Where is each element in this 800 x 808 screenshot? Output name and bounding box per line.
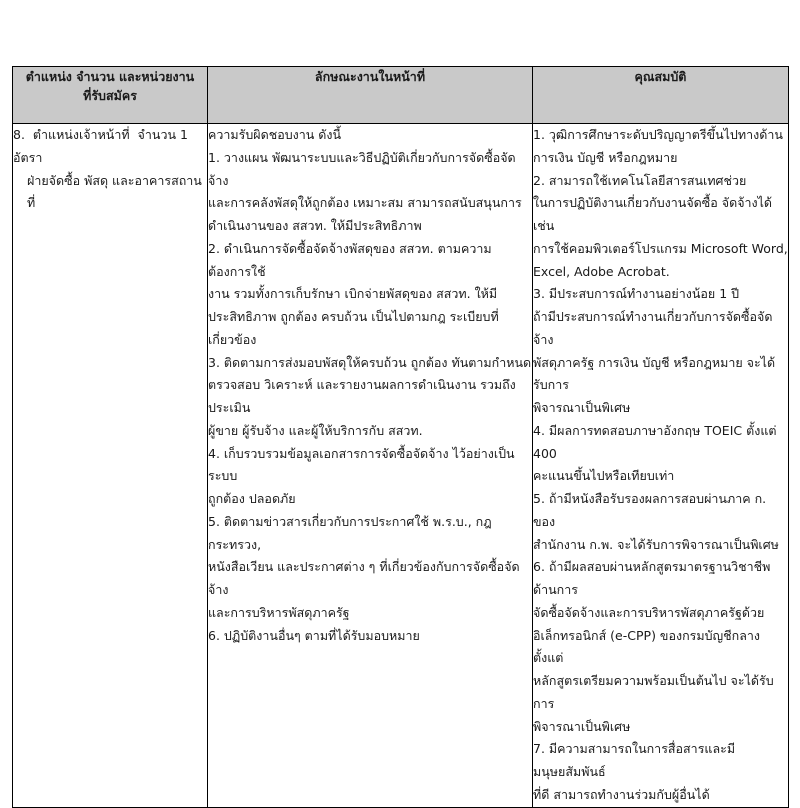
qualifications-text bbox=[533, 124, 788, 807]
duties-line-11: 4. เก็บรวบรวมข้อมูลเอกสารการจัดซื้อจัดจ้าง ไว้อย่างเป็นระบบ bbox=[208, 445, 515, 484]
qualification-line-3: 2. สามารถใช้เทคโนโลยีสารสนเทศช่วย bbox=[533, 172, 747, 188]
duties-line-1: ความรับผิดชอบงาน ดังนี้ bbox=[208, 127, 342, 142]
cell-duties bbox=[208, 124, 533, 808]
qualification-line-7: 3. มีประสบการณ์ทำงานอย่างน้อย 1 ปี bbox=[533, 286, 740, 302]
position-line-2: ฝ่ายจัดซื้อ พัสดุ และอาคารสถานที่ bbox=[27, 172, 202, 211]
duties-line-8: 3. ติดตามการส่งมอบพัสดุให้ครบถ้วน ถูกต้อง ทันตามกำหนด bbox=[208, 354, 532, 370]
duties-line-9: ตรวจสอบ วิเคราะห์ และรายงานผลการดำเนินงาน รวมถึงประเมิน bbox=[208, 377, 516, 415]
cell-position-unit bbox=[13, 124, 208, 808]
duties-line-13: 5. ติดตามข่าวสารเกี่ยวกับการประกาศใช้ พ.ร.บ., กฎกระทรวง, bbox=[208, 513, 492, 552]
qualification-line-20: 7. มีความสามารถในการสื่อสารและมีมนุษยสัมพันธ์ bbox=[533, 741, 736, 779]
cell-qualifications bbox=[533, 124, 789, 808]
duties-line-4: ดำเนินงานของ สสวท. ให้มีประสิทธิภาพ bbox=[208, 218, 422, 233]
duties-line-15: และการบริหารพัสดุภาครัฐ bbox=[208, 604, 350, 620]
duties-line-7: ประสิทธิภาพ ถูกต้อง ครบถ้วน เป็นไปตามกฎ ระเบียบที่เกี่ยวข้อง bbox=[208, 309, 499, 347]
qualification-line-16: จัดซื้อจัดจ้างและการบริหารพัสดุภาครัฐด้วย bbox=[533, 604, 765, 620]
header-row bbox=[13, 67, 789, 124]
header-position-unit-line-2: ที่รับสมัคร bbox=[83, 88, 137, 104]
duties-line-12: ถูกต้อง ปลอดภัย bbox=[208, 491, 296, 506]
header-duties-line-1: ลักษณะงานในหน้าที่ bbox=[314, 69, 426, 84]
qualification-line-18: หลักสูตรเตรียมความพร้อมเป็นต้นไป จะได้รับการ bbox=[533, 673, 774, 711]
table-header bbox=[13, 67, 789, 124]
duties-line-5: 2. ดำเนินการจัดซื้อจัดจ้างพัสดุของ สสวท. ตามความต้องการใช้ bbox=[208, 240, 492, 279]
qualification-line-5: การใช้คอมพิวเตอร์โปรแกรม Microsoft Word, bbox=[533, 240, 788, 256]
header-cell-qualifications bbox=[533, 67, 789, 124]
job-positions-table bbox=[12, 66, 789, 808]
qualification-line-6: Excel, Adobe Acrobat. bbox=[533, 263, 670, 279]
qualification-line-9: พัสดุภาครัฐ การเงิน บัญชี หรือกฎหมาย จะได้รับการ bbox=[533, 354, 776, 393]
header-position-unit-line-1: ตำแหน่ง จำนวน และหน่วยงาน bbox=[25, 69, 195, 84]
qualification-line-11: 4. มีผลการทดสอบภาษาอังกฤษ TOEIC ตั้งแต่ 400 bbox=[533, 422, 781, 461]
qualification-line-2: การเงิน บัญชี หรือกฎหมาย bbox=[533, 149, 678, 165]
duties-text bbox=[208, 124, 532, 647]
qualification-line-13: 5. ถ้ามีหนังสือรับรองผลการสอบผ่านภาค ก. ของ bbox=[533, 491, 771, 529]
qualification-line-4: ในการปฏิบัติงานเกี่ยวกับงานจัดซื้อ จัดจ้างได้ เช่น bbox=[533, 195, 777, 233]
qualification-line-17: อิเล็กทรอนิกส์ (e-CPP) ของกรมบัญชีกลาง ตั้งแต่ bbox=[533, 627, 764, 666]
header-cell-position-unit bbox=[13, 67, 208, 124]
qualification-line-14: สำนักงาน ก.พ. จะได้รับการพิจารณาเป็นพิเศษ bbox=[533, 536, 779, 552]
duties-line-16: 6. ปฏิบัติงานอื่นๆ ตามที่ได้รับมอบหมาย bbox=[208, 627, 420, 643]
duties-line-10: ผู้ขาย ผู้รับจ้าง และผู้ให้บริการกับ สสวท. bbox=[208, 422, 423, 438]
table-body bbox=[13, 124, 789, 808]
qualification-line-10: พิจารณาเป็นพิเศษ bbox=[533, 400, 631, 415]
table-row bbox=[13, 124, 789, 808]
qualification-line-19: พิจารณาเป็นพิเศษ bbox=[533, 718, 631, 734]
duties-line-6: งาน รวมทั้งการเก็บรักษา เบิกจ่ายพัสดุของ สสวท. ให้มี bbox=[208, 286, 498, 302]
duties-line-2: 1. วางแผน พัฒนาระบบและวิธีปฏิบัติเกี่ยวกับการจัดซื้อจัดจ้าง bbox=[208, 149, 516, 188]
duties-line-3: และการคลังพัสดุให้ถูกต้อง เหมาะสม สามารถสนับสนุนการ bbox=[208, 195, 522, 211]
qualification-line-8: ถ้ามีประสบการณ์ทำงานเกี่ยวกับการจัดซื้อจัดจ้าง bbox=[533, 309, 773, 347]
position-line-1: 8. ตำแหน่งเจ้าหน้าที่ จำนวน 1 อัตรา bbox=[13, 127, 192, 165]
qualification-line-15: 6. ถ้ามีผลสอบผ่านหลักสูตรมาตรฐานวิชาชีพด้านการ bbox=[533, 559, 771, 597]
qualification-line-21: ที่ดี สามารถทำงานร่วมกับผู้อื่นได้ bbox=[533, 786, 710, 802]
duties-line-14: หนังสือเวียน และประกาศต่าง ๆ ที่เกี่ยวข้องกับการจัดซื้อจัดจ้าง bbox=[208, 559, 520, 597]
header-qualifications-line-1: คุณสมบัติ bbox=[634, 69, 687, 84]
qualification-line-12: คะแนนขึ้นไปหรือเทียบเท่า bbox=[533, 468, 675, 484]
header-cell-duties bbox=[208, 67, 533, 124]
qualification-line-1: 1. วุฒิการศึกษาระดับปริญญาตรีขึ้นไปทางด้าน bbox=[533, 127, 783, 142]
position-unit-text bbox=[13, 124, 207, 215]
